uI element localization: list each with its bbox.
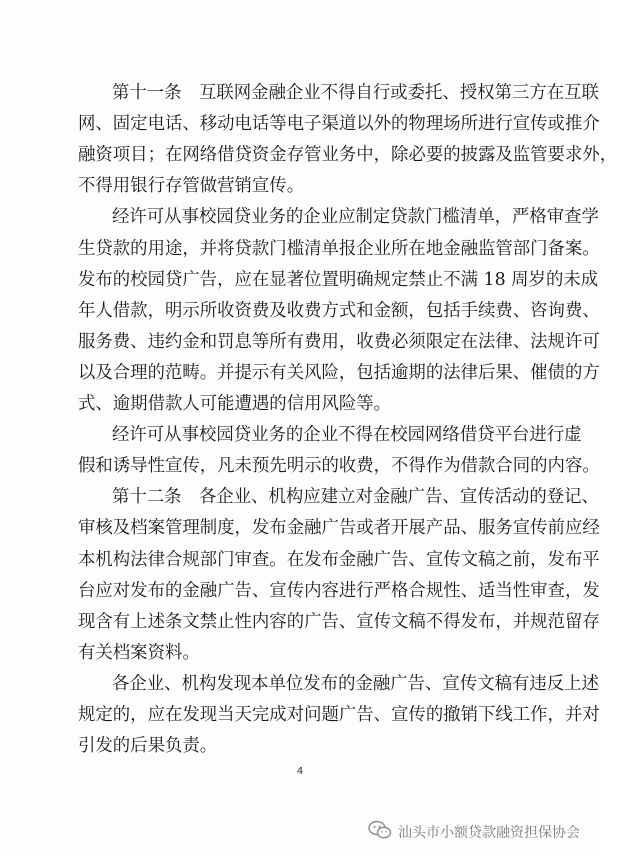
article-11-line-2: 网、固定电话、移动电话等电子渠道以外的物理场所进行宣传或推介 bbox=[78, 114, 600, 135]
page-number: 4 bbox=[296, 766, 304, 777]
article-12-line-4: 台应对发布的金融广告、宣传内容进行严格合规性、适当性审查，发 bbox=[78, 580, 600, 601]
article-11-line-4: 不得用银行存管做营销宣传。 bbox=[78, 176, 305, 197]
wechat-icon bbox=[368, 820, 392, 844]
campus-loan-para-line-1: 经许可从事校园贷业务的企业应制定贷款门槛清单，严格审查学 bbox=[112, 207, 599, 228]
article-12-line-2: 审核及档案管理制度，发布金融广告或者开展产品、服务宣传前应经 bbox=[78, 518, 600, 539]
article-12-line-3: 本机构法律合规部门审查。在发布金融广告、宣传文稿之前，发布平 bbox=[78, 549, 600, 570]
campus-platform-para-line-1: 经许可从事校园贷业务的企业不得在校园网络借贷平台进行虚 bbox=[112, 425, 582, 446]
closing-para-line-2: 规定的，应在发现当天完成对问题广告、宣传的撤销下线工作，并对 bbox=[78, 705, 600, 725]
campus-loan-para-line-7: 式、逾期借款人可能遭遇的信用风险等。 bbox=[78, 394, 392, 414]
article-11-line-1: 第十一条 互联网金融企业不得自行或委托、授权第三方在互联 bbox=[112, 83, 599, 103]
campus-loan-para-line-2: 生贷款的用途，并将贷款门槛清单报企业所在地金融监管部门备案。 bbox=[78, 238, 600, 259]
closing-para-line-3: 引发的后果负责。 bbox=[78, 736, 218, 757]
article-12-line-6: 有关档案资料。 bbox=[78, 642, 200, 663]
watermark-text: 汕头市小额贷款融资担保协会 bbox=[398, 825, 580, 841]
campus-platform-para-line-2: 假和诱导性宣传，凡未预先明示的收费，不得作为借款合同的内容。 bbox=[78, 456, 600, 477]
article-11-line-3: 融资项目；在网络借贷资金存管业务中，除必要的披露及监管要求外， bbox=[78, 145, 617, 166]
article-12-line-5: 现含有上述条文禁止性内容的广告、宣传文稿不得发布，并规范留存 bbox=[78, 611, 600, 632]
campus-loan-para-line-4: 年人借款，明示所收资费及收费方式和金额，包括手续费、咨询费、 bbox=[78, 300, 600, 321]
article-12-line-1: 第十二条 各企业、机构应建立对金融广告、宣传活动的登记、 bbox=[112, 487, 599, 508]
campus-loan-para-line-5: 服务费、违约金和罚息等所有费用，收费必须限定在法律、法规许可 bbox=[78, 331, 600, 352]
campus-loan-para-line-6: 以及合理的范畴。并提示有关风险，包括逾期的法律后果、催债的方 bbox=[78, 362, 600, 383]
watermark bbox=[368, 818, 580, 846]
campus-loan-para-line-3: 发布的校园贷广告，应在显著位置明确规定禁止不满 18 周岁的未成 bbox=[78, 269, 599, 290]
closing-para-line-1: 各企业、机构发现本单位发布的金融广告、宣传文稿有违反上述 bbox=[112, 673, 599, 694]
